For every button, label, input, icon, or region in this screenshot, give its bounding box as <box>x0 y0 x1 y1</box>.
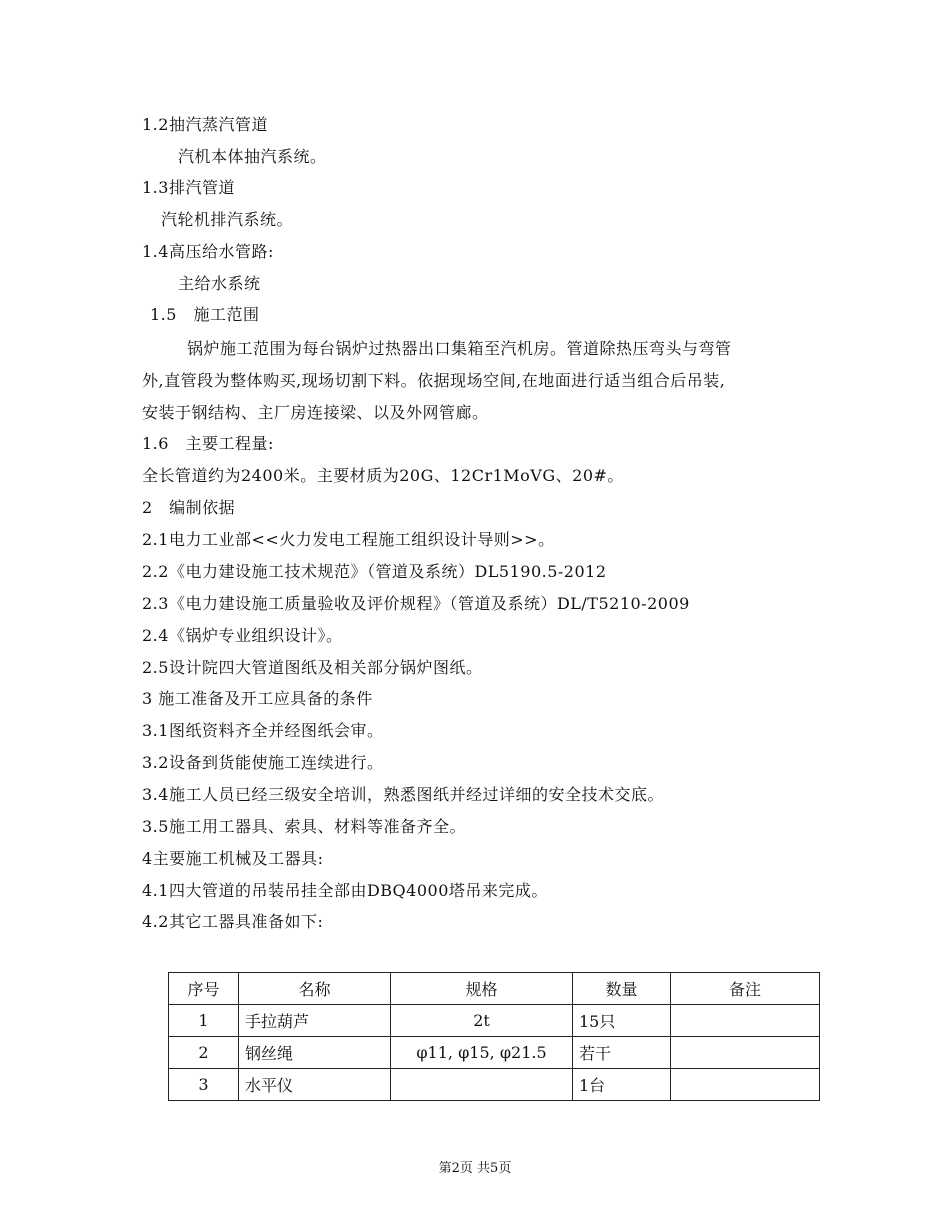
heading-1-2: 1.2抽汽蒸汽管道 <box>142 115 268 134</box>
cell-name: 钢丝绳 <box>239 1037 391 1069</box>
cell-quantity: 1台 <box>573 1069 671 1101</box>
heading-1-6: 1.6 主要工程量: <box>142 434 274 453</box>
item-3-1: 3.1图纸资料齐全并经图纸会审。 <box>142 721 384 740</box>
text-1-3-body: 汽轮机排汽系统。 <box>161 210 294 229</box>
cell-remarks <box>671 1069 820 1101</box>
cell-spec: 2t <box>391 1005 573 1037</box>
table-row <box>169 1005 820 1037</box>
heading-3: 3 施工准备及开工应具备的条件 <box>142 689 373 708</box>
header-spec: 规格 <box>391 973 573 1005</box>
header-name: 名称 <box>239 973 391 1005</box>
table-header-row <box>169 973 820 1005</box>
cell-name: 手拉葫芦 <box>239 1005 391 1037</box>
paragraph-1-5-line-2: 外,直管段为整体购买,现场切割下料。依据现场空间,在地面进行适当组合后吊装, <box>142 371 726 390</box>
header-remarks: 备注 <box>671 973 820 1005</box>
cell-index: 1 <box>169 1005 239 1037</box>
cell-quantity: 15只 <box>573 1005 671 1037</box>
cell-index: 2 <box>169 1037 239 1069</box>
paragraph-1-5-line-1: 锅炉施工范围为每台锅炉过热器出口集箱至汽机房。管道除热压弯头与弯管 <box>187 339 732 358</box>
item-2-3: 2.3《电力建设施工质量验收及评价规程》（管道及系统）DL/T5210-2009 <box>142 594 690 613</box>
cell-spec: φ11, φ15, φ21.5 <box>391 1037 573 1069</box>
cell-index: 3 <box>169 1069 239 1101</box>
item-3-4: 3.4施工人员已经三级安全培训，熟悉图纸并经过详细的安全技术交底。 <box>142 785 664 804</box>
page-footer: 第2页 共5页 <box>438 1161 512 1176</box>
item-2-4: 2.4《锅炉专业组织设计》。 <box>142 626 343 645</box>
cell-quantity: 若干 <box>573 1037 671 1069</box>
text-1-2-body: 汽机本体抽汽系统。 <box>178 147 327 166</box>
item-4-1: 4.1四大管道的吊装吊挂全部由DBQ4000塔吊来完成。 <box>142 881 548 900</box>
heading-1-4: 1.4高压给水管路: <box>142 242 274 261</box>
item-3-5: 3.5施工用工器具、索具、材料等准备齐全。 <box>142 817 466 836</box>
header-quantity: 数量 <box>573 973 671 1005</box>
cell-name: 水平仪 <box>239 1069 391 1101</box>
heading-2: 2 编制依据 <box>142 498 236 517</box>
paragraph-1-5-line-3: 安装于钢结构、主厂房连接梁、以及外网管廊。 <box>142 403 489 422</box>
item-4-2: 4.2其它工器具准备如下: <box>142 912 324 931</box>
heading-1-3: 1.3排汽管道 <box>142 178 235 197</box>
item-2-2: 2.2《电力建设施工技术规范》（管道及系统）DL5190.5-2012 <box>142 562 607 581</box>
item-2-1: 2.1电力工业部<<火力发电工程施工组织设计导则>>。 <box>142 530 555 549</box>
table-row <box>169 1037 820 1069</box>
text-1-6-body: 全长管道约为2400米。主要材质为20G、12Cr1MoVG、20#。 <box>142 466 624 485</box>
header-index: 序号 <box>169 973 239 1005</box>
cell-remarks <box>671 1005 820 1037</box>
table-row <box>169 1069 820 1101</box>
tools-table <box>168 972 820 1101</box>
cell-spec <box>391 1069 573 1101</box>
item-3-2: 3.2设备到货能使施工连续进行。 <box>142 753 384 772</box>
item-2-5: 2.5设计院四大管道图纸及相关部分锅炉图纸。 <box>142 658 483 677</box>
heading-1-5: 1.5 施工范围 <box>150 305 260 324</box>
heading-4: 4主要施工机械及工器具: <box>142 849 324 868</box>
text-1-4-body: 主给水系统 <box>178 274 261 293</box>
cell-remarks <box>671 1037 820 1069</box>
